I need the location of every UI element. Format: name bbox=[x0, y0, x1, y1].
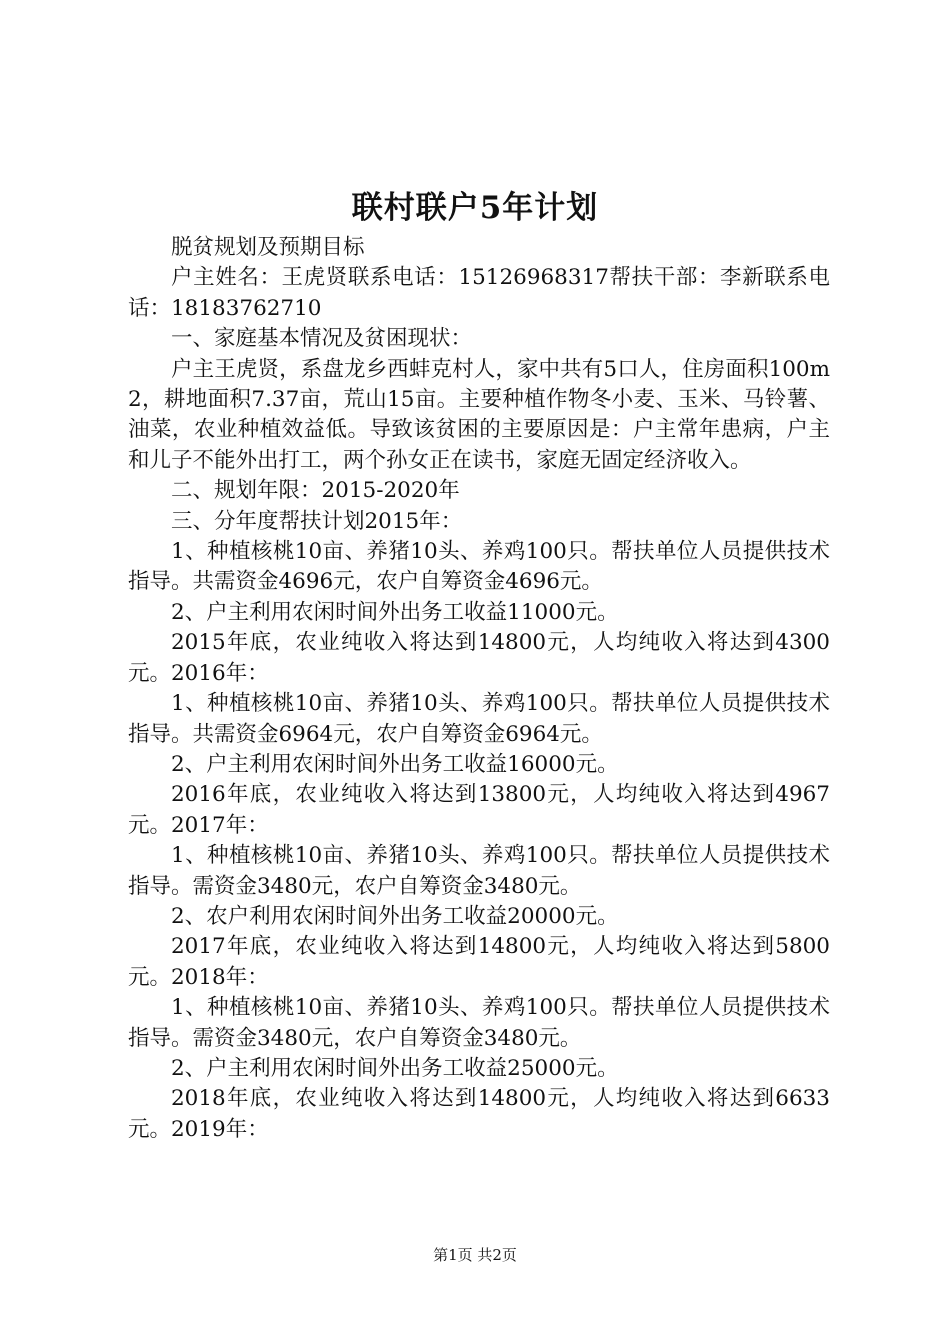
paragraph: 2、户主利用农闲时间外出务工收益16000元。 bbox=[171, 751, 619, 777]
paragraph: 1、种植核桃10亩、养猪10头、养鸡100只。帮扶单位人员提供技术指导。需资金3480元，农户自筹资金3480元。 bbox=[128, 995, 830, 1051]
paragraph: 1、种植核桃10亩、养猪10头、养鸡100只。帮扶单位人员提供技术指导。共需资金6964元，农户自筹资金6964元。 bbox=[128, 691, 830, 747]
paragraph: 一、家庭基本情况及贫困现状： bbox=[171, 326, 473, 352]
paragraph: 2、户主利用农闲时间外出务工收益25000元。 bbox=[171, 1055, 619, 1081]
document-title: 联村联户5年计划 bbox=[351, 190, 599, 226]
paragraph: 二、规划年限：2015-2020年 bbox=[171, 478, 460, 504]
paragraph: 2、农户利用农闲时间外出务工收益20000元。 bbox=[171, 903, 619, 929]
page-footer: 第1页 共2页 bbox=[433, 1246, 517, 1264]
paragraph: 三、分年度帮扶计划2015年： bbox=[171, 508, 463, 534]
paragraph: 2018年底，农业纯收入将达到14800元，人均纯收入将达到6633元。2019年： bbox=[128, 1086, 830, 1142]
paragraph: 2015年底，农业纯收入将达到14800元，人均纯收入将达到4300元。2016年： bbox=[128, 630, 830, 686]
paragraph: 1、种植核桃10亩、养猪10头、养鸡100只。帮扶单位人员提供技术指导。需资金3480元，农户自筹资金3480元。 bbox=[128, 843, 830, 899]
paragraph: 2017年底，农业纯收入将达到14800元，人均纯收入将达到5800元。2018年： bbox=[128, 934, 830, 990]
document-body bbox=[128, 233, 830, 1145]
paragraph: 2016年底，农业纯收入将达到13800元，人均纯收入将达到4967元。2017年： bbox=[128, 782, 830, 838]
paragraph: 1、种植核桃10亩、养猪10头、养鸡100只。帮扶单位人员提供技术指导。共需资金4696元，农户自筹资金4696元。 bbox=[128, 539, 830, 595]
paragraph: 2、户主利用农闲时间外出务工收益11000元。 bbox=[171, 599, 619, 625]
paragraph: 户主姓名：王虎贤联系电话：15126968317帮扶干部：李新联系电话：18183762710 bbox=[128, 265, 830, 321]
paragraph: 户主王虎贤，系盘龙乡西蚌克村人，家中共有5口人，住房面积100m2，耕地面积7.37亩，荒山15亩。主要种植作物冬小麦、玉米、马铃薯、油菜，农业种植效益低。导致该贫困的主要原因是：户主常年患病，户主和儿子不能外出打工，两个孙女正在读书，家庭无固定经济收入。 bbox=[128, 356, 830, 473]
paragraph: 脱贫规划及预期目标 bbox=[171, 235, 365, 260]
